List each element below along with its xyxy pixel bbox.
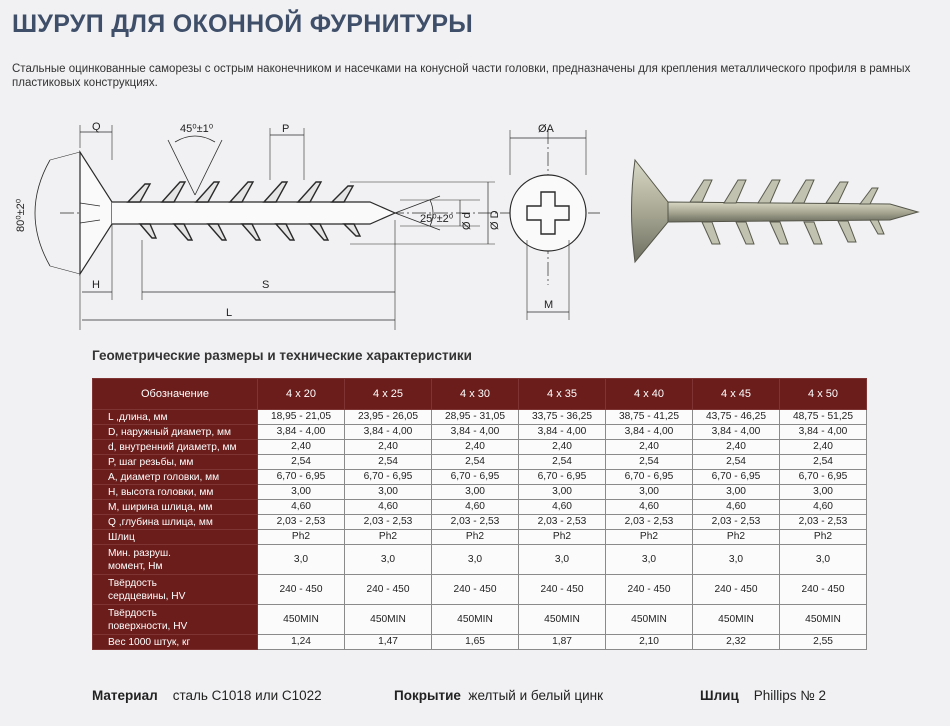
table-row <box>93 515 867 530</box>
dim-dia-d-small-label: Ø d <box>461 212 473 230</box>
table-cell: 2,54 <box>432 455 519 470</box>
dim-slot-angle-label: 45⁰±1⁰ <box>180 123 214 135</box>
table-row <box>93 575 867 605</box>
table-cell: 2,55 <box>780 635 867 650</box>
table-cell: 450MIN <box>432 605 519 635</box>
page-title: ШУРУП ДЛЯ ОКОННОЙ ФУРНИТУРЫ <box>12 10 474 38</box>
table-cell: Ph2 <box>345 530 432 545</box>
table-cell: 1,47 <box>345 635 432 650</box>
table-cell: 240 - 450 <box>345 575 432 605</box>
table-cell: 2,03 - 2,53 <box>606 515 693 530</box>
header-label: Обозначение <box>93 379 258 410</box>
table-cell: 240 - 450 <box>519 575 606 605</box>
row-label: Шлиц <box>93 530 258 545</box>
table-cell: 2,03 - 2,53 <box>258 515 345 530</box>
table-cell: 2,03 - 2,53 <box>519 515 606 530</box>
table-cell: 4,60 <box>258 500 345 515</box>
table-cell: 3,84 - 4,00 <box>432 425 519 440</box>
table-cell: 3,0 <box>432 545 519 575</box>
specifications-table <box>92 378 867 650</box>
table-cell: 4,60 <box>693 500 780 515</box>
table-cell: 38,75 - 41,25 <box>606 410 693 425</box>
table-cell: 2,40 <box>258 440 345 455</box>
table-cell: 450MIN <box>780 605 867 635</box>
table-row <box>93 425 867 440</box>
table-row <box>93 440 867 455</box>
dim-dia-a-label: ØA <box>538 123 554 135</box>
table-cell: 3,00 <box>693 485 780 500</box>
row-label: A, диаметр головки, мм <box>93 470 258 485</box>
technical-drawing <box>0 100 610 350</box>
table-cell: 3,00 <box>519 485 606 500</box>
material-value: сталь С1018 или С1022 <box>172 688 322 703</box>
row-label: H, высота головки, мм <box>93 485 258 500</box>
table-cell: 48,75 - 51,25 <box>780 410 867 425</box>
row-label-line: Мин. разруш. <box>108 547 172 559</box>
table-cell: 450MIN <box>693 605 780 635</box>
table-cell: 450MIN <box>606 605 693 635</box>
table-cell: 240 - 450 <box>693 575 780 605</box>
table-cell: 3,00 <box>258 485 345 500</box>
row-label <box>93 575 258 605</box>
dim-l-label: L <box>226 307 233 319</box>
table-cell: Ph2 <box>519 530 606 545</box>
table-cell: 23,95 - 26,05 <box>345 410 432 425</box>
screw-photo <box>620 150 940 280</box>
table-cell: 240 - 450 <box>606 575 693 605</box>
table-cell: 28,95 - 31,05 <box>432 410 519 425</box>
table-cell: 3,84 - 4,00 <box>345 425 432 440</box>
table-cell: 2,40 <box>693 440 780 455</box>
dim-q-label: Q <box>92 121 101 133</box>
table-cell: 3,0 <box>780 545 867 575</box>
table-row <box>93 545 867 575</box>
table-row <box>93 485 867 500</box>
table-row <box>93 635 867 650</box>
table-cell: 2,03 - 2,53 <box>693 515 780 530</box>
table-cell: 2,03 - 2,53 <box>432 515 519 530</box>
table-header <box>93 379 867 410</box>
material-label: Материал <box>92 688 158 703</box>
table-cell: Ph2 <box>780 530 867 545</box>
table-cell: 4,60 <box>432 500 519 515</box>
row-label-line: сердцевины, HV <box>108 590 186 602</box>
table-row <box>93 605 867 635</box>
header-size: 4 x 45 <box>693 379 780 410</box>
table-cell: 2,54 <box>345 455 432 470</box>
table-cell: 3,84 - 4,00 <box>693 425 780 440</box>
table-cell: 6,70 - 6,95 <box>606 470 693 485</box>
table-cell: 1,65 <box>432 635 519 650</box>
table-cell: 240 - 450 <box>780 575 867 605</box>
table-row <box>93 500 867 515</box>
table-cell: 3,0 <box>345 545 432 575</box>
table-cell: 2,54 <box>780 455 867 470</box>
coating-item <box>394 688 603 703</box>
slot-value: Phillips № 2 <box>753 688 827 703</box>
table-cell: 3,84 - 4,00 <box>519 425 606 440</box>
table-cell: 4,60 <box>345 500 432 515</box>
table-cell: 2,10 <box>606 635 693 650</box>
material-item <box>92 688 322 703</box>
row-label: Вес 1000 штук, кг <box>93 635 258 650</box>
table-cell: 6,70 - 6,95 <box>780 470 867 485</box>
header-size: 4 x 50 <box>780 379 867 410</box>
table-cell: Ph2 <box>432 530 519 545</box>
specs-heading: Геометрические размеры и технические характеристики <box>92 348 472 363</box>
table-cell: 4,60 <box>780 500 867 515</box>
table-cell: 450MIN <box>258 605 345 635</box>
dim-tip-angle-label: 25⁰±2⁰ <box>420 213 454 225</box>
header-size: 4 x 40 <box>606 379 693 410</box>
table-cell: 4,60 <box>519 500 606 515</box>
table-cell: Ph2 <box>693 530 780 545</box>
row-label-line: Твёрдость <box>108 577 157 589</box>
table-cell: 2,40 <box>519 440 606 455</box>
table-cell: 3,84 - 4,00 <box>606 425 693 440</box>
row-label: M, ширина шлица, мм <box>93 500 258 515</box>
table-cell: 2,54 <box>606 455 693 470</box>
table-row <box>93 470 867 485</box>
table-cell: 2,54 <box>519 455 606 470</box>
coating-value: желтый и белый цинк <box>468 688 604 703</box>
row-label <box>93 545 258 575</box>
row-label <box>93 605 258 635</box>
table-cell: 2,40 <box>780 440 867 455</box>
header-size: 4 x 25 <box>345 379 432 410</box>
table-cell: 450MIN <box>345 605 432 635</box>
dim-s-label: S <box>262 279 270 291</box>
row-label: L ,длина, мм <box>93 410 258 425</box>
dim-head-angle-label: 80⁰±2⁰ <box>15 198 27 232</box>
table-cell: 3,0 <box>693 545 780 575</box>
table-cell: 2,32 <box>693 635 780 650</box>
header-size: 4 x 30 <box>432 379 519 410</box>
table-cell: 6,70 - 6,95 <box>345 470 432 485</box>
table-row <box>93 410 867 425</box>
table-cell: Ph2 <box>606 530 693 545</box>
table-cell: 2,03 - 2,53 <box>780 515 867 530</box>
table-cell: 2,40 <box>345 440 432 455</box>
table-cell: 3,0 <box>258 545 345 575</box>
table-cell: 6,70 - 6,95 <box>258 470 345 485</box>
table-cell: 240 - 450 <box>432 575 519 605</box>
table-cell: 240 - 450 <box>258 575 345 605</box>
row-label-line: Твёрдость <box>108 607 157 619</box>
table-body <box>93 410 867 650</box>
table-cell: 1,24 <box>258 635 345 650</box>
dim-p-label: P <box>282 123 290 135</box>
table-cell: 2,54 <box>693 455 780 470</box>
table-cell: 3,84 - 4,00 <box>258 425 345 440</box>
table-cell: 450MIN <box>519 605 606 635</box>
row-label-line: момент, Нм <box>108 560 163 572</box>
slot-item <box>700 688 826 703</box>
table-cell: 3,00 <box>780 485 867 500</box>
table-cell: 6,70 - 6,95 <box>693 470 780 485</box>
table-cell: 43,75 - 46,25 <box>693 410 780 425</box>
table-cell: 3,00 <box>432 485 519 500</box>
footer-specs <box>92 688 852 712</box>
dim-h-label: H <box>92 279 100 291</box>
table-cell: 1,87 <box>519 635 606 650</box>
table-cell: 2,40 <box>432 440 519 455</box>
row-label-line: поверхности, HV <box>108 620 188 632</box>
table-row <box>93 530 867 545</box>
row-label: Q ,глубина шлица, мм <box>93 515 258 530</box>
table-cell: Ph2 <box>258 530 345 545</box>
table-cell: 3,0 <box>519 545 606 575</box>
table-cell: 3,0 <box>606 545 693 575</box>
header-size: 4 x 20 <box>258 379 345 410</box>
dim-dia-d-big-label: Ø D <box>489 210 501 230</box>
table-cell: 6,70 - 6,95 <box>519 470 606 485</box>
table-cell: 2,54 <box>258 455 345 470</box>
dim-m-label: M <box>544 299 554 311</box>
table-cell: 2,40 <box>606 440 693 455</box>
table-cell: 18,95 - 21,05 <box>258 410 345 425</box>
product-description: Стальные оцинкованные саморезы с острым наконечником и насечками на конусной части головки, предназначены для крепления металлического профиля в рамных пластиковых конструкциях. <box>12 63 911 89</box>
row-label: d, внутренний диаметр, мм <box>93 440 258 455</box>
header-size: 4 x 35 <box>519 379 606 410</box>
table-cell: 3,00 <box>606 485 693 500</box>
table-cell: 6,70 - 6,95 <box>432 470 519 485</box>
coating-label: Покрытие <box>394 688 461 703</box>
row-label: P, шаг резьбы, мм <box>93 455 258 470</box>
slot-label: Шлиц <box>700 688 739 703</box>
table-cell: 4,60 <box>606 500 693 515</box>
table-cell: 33,75 - 36,25 <box>519 410 606 425</box>
table-cell: 2,03 - 2,53 <box>345 515 432 530</box>
row-label: D, наружный диаметр, мм <box>93 425 258 440</box>
table-cell: 3,00 <box>345 485 432 500</box>
table-row <box>93 455 867 470</box>
table-cell: 3,84 - 4,00 <box>780 425 867 440</box>
